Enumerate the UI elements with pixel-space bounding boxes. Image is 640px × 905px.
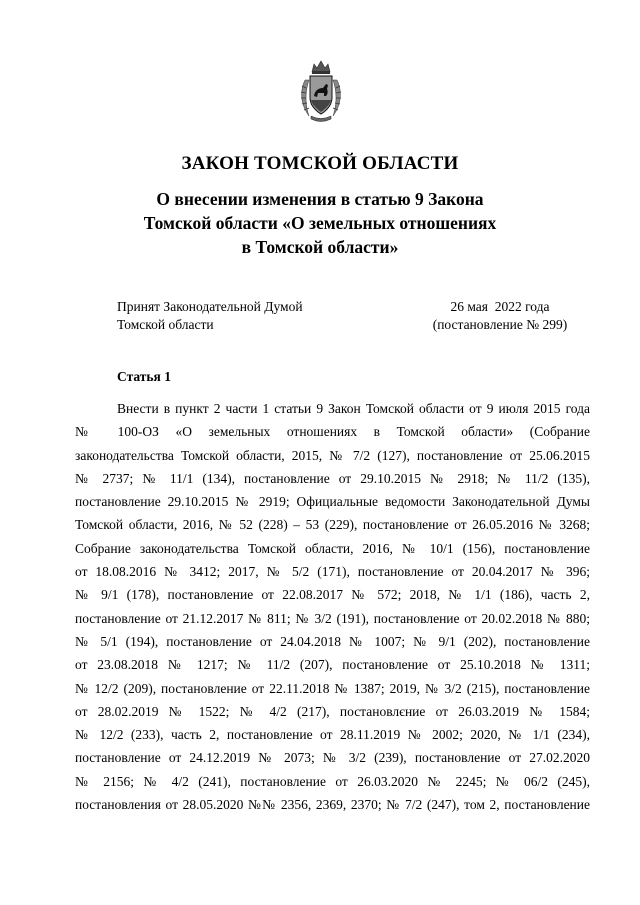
article-line: постановление 29.10.2015 № 2919; Официальные ведомости Законодательной Думы	[75, 494, 590, 510]
law-subtitle	[0, 187, 640, 259]
article-line: № 12/2 (209), постановление от 22.11.2018 № 1387; 2019, № 3/2 (215), постановление	[75, 680, 590, 696]
subtitle-line: Томской области «О земельных отношениях	[143, 213, 497, 233]
article-line: № 100-ОЗ «О земельных отношениях в Томской области» (Собрание	[75, 424, 590, 440]
subtitle-line: в Томской области»	[241, 237, 399, 257]
article-heading: Статья 1	[117, 369, 171, 384]
article-line: № 2737; № 11/1 (134), постановление от 29.10.2015 № 2918; № 11/2 (135),	[75, 470, 590, 486]
article-body	[75, 397, 590, 816]
article-line: Собрание законодательства Томской области, 2016, № 10/1 (156), постановление	[75, 540, 590, 556]
article-line: № 5/1 (194), постановление от 24.04.2018 № 1007; № 9/1 (202), постановление	[75, 633, 590, 649]
article-line: Томской области, 2016, № 52 (228) – 53 (229), постановление от 26.05.2016 № 3268;	[75, 517, 590, 533]
article-line: Внести в пункт 2 части 1 статьи 9 Закон Томской области от 9 июля 2015 года	[117, 401, 590, 416]
article-line: № 9/1 (178), постановление от 22.08.2017 № 572; 2018, № 1/1 (186), часть 2,	[75, 587, 590, 603]
subtitle-line: О внесении изменения в статью 9 Закона	[156, 189, 484, 209]
article-line: № 2156; № 4/2 (241), постановление от 26.03.2020 № 2245; № 06/2 (245),	[75, 773, 590, 789]
article-line: законодательства Томской области, 2015, № 7/2 (127), постановление от 25.06.2015	[75, 447, 590, 463]
adopted-by	[117, 298, 303, 334]
adoption-date: 26 мая 2022 года	[450, 299, 550, 314]
resolution-number: (постановление № 299)	[432, 317, 568, 332]
law-title: ЗАКОН ТОМСКОЙ ОБЛАСТИ	[181, 153, 459, 174]
article-line: от 23.08.2018 № 1217; № 11/2 (207), постановление от 25.10.2018 № 1311;	[75, 657, 590, 673]
article-line: постановления от 28.05.2020 №№ 2356, 2369, 2370; № 7/2 (247), том 2, постановление	[75, 797, 590, 813]
article-line: от 28.02.2019 № 1522; № 4/2 (217), постановлєние от 26.03.2019 № 1584;	[75, 703, 590, 719]
tomsk-coat-of-arms-icon	[297, 58, 345, 124]
article-line: постановление от 24.12.2019 № 2073; № 3/2 (239), постановление от 27.02.2020	[75, 750, 590, 766]
article-line: № 12/2 (233), часть 2, постановление от 28.11.2019 № 2002; 2020, № 1/1 (234),	[75, 727, 590, 743]
article-line: постановление от 21.12.2017 № 811; № 3/2 (191), постановление от 20.02.2018 № 880;	[75, 610, 590, 626]
article-line: от 18.08.2016 № 3412; 2017, № 5/2 (171), постановление от 20.04.2017 № 396;	[75, 564, 590, 580]
adoption-info	[410, 298, 590, 334]
adopted-by-line: Принят Законодательной Думой	[117, 299, 303, 314]
adopted-by-line: Томской области	[117, 317, 214, 332]
